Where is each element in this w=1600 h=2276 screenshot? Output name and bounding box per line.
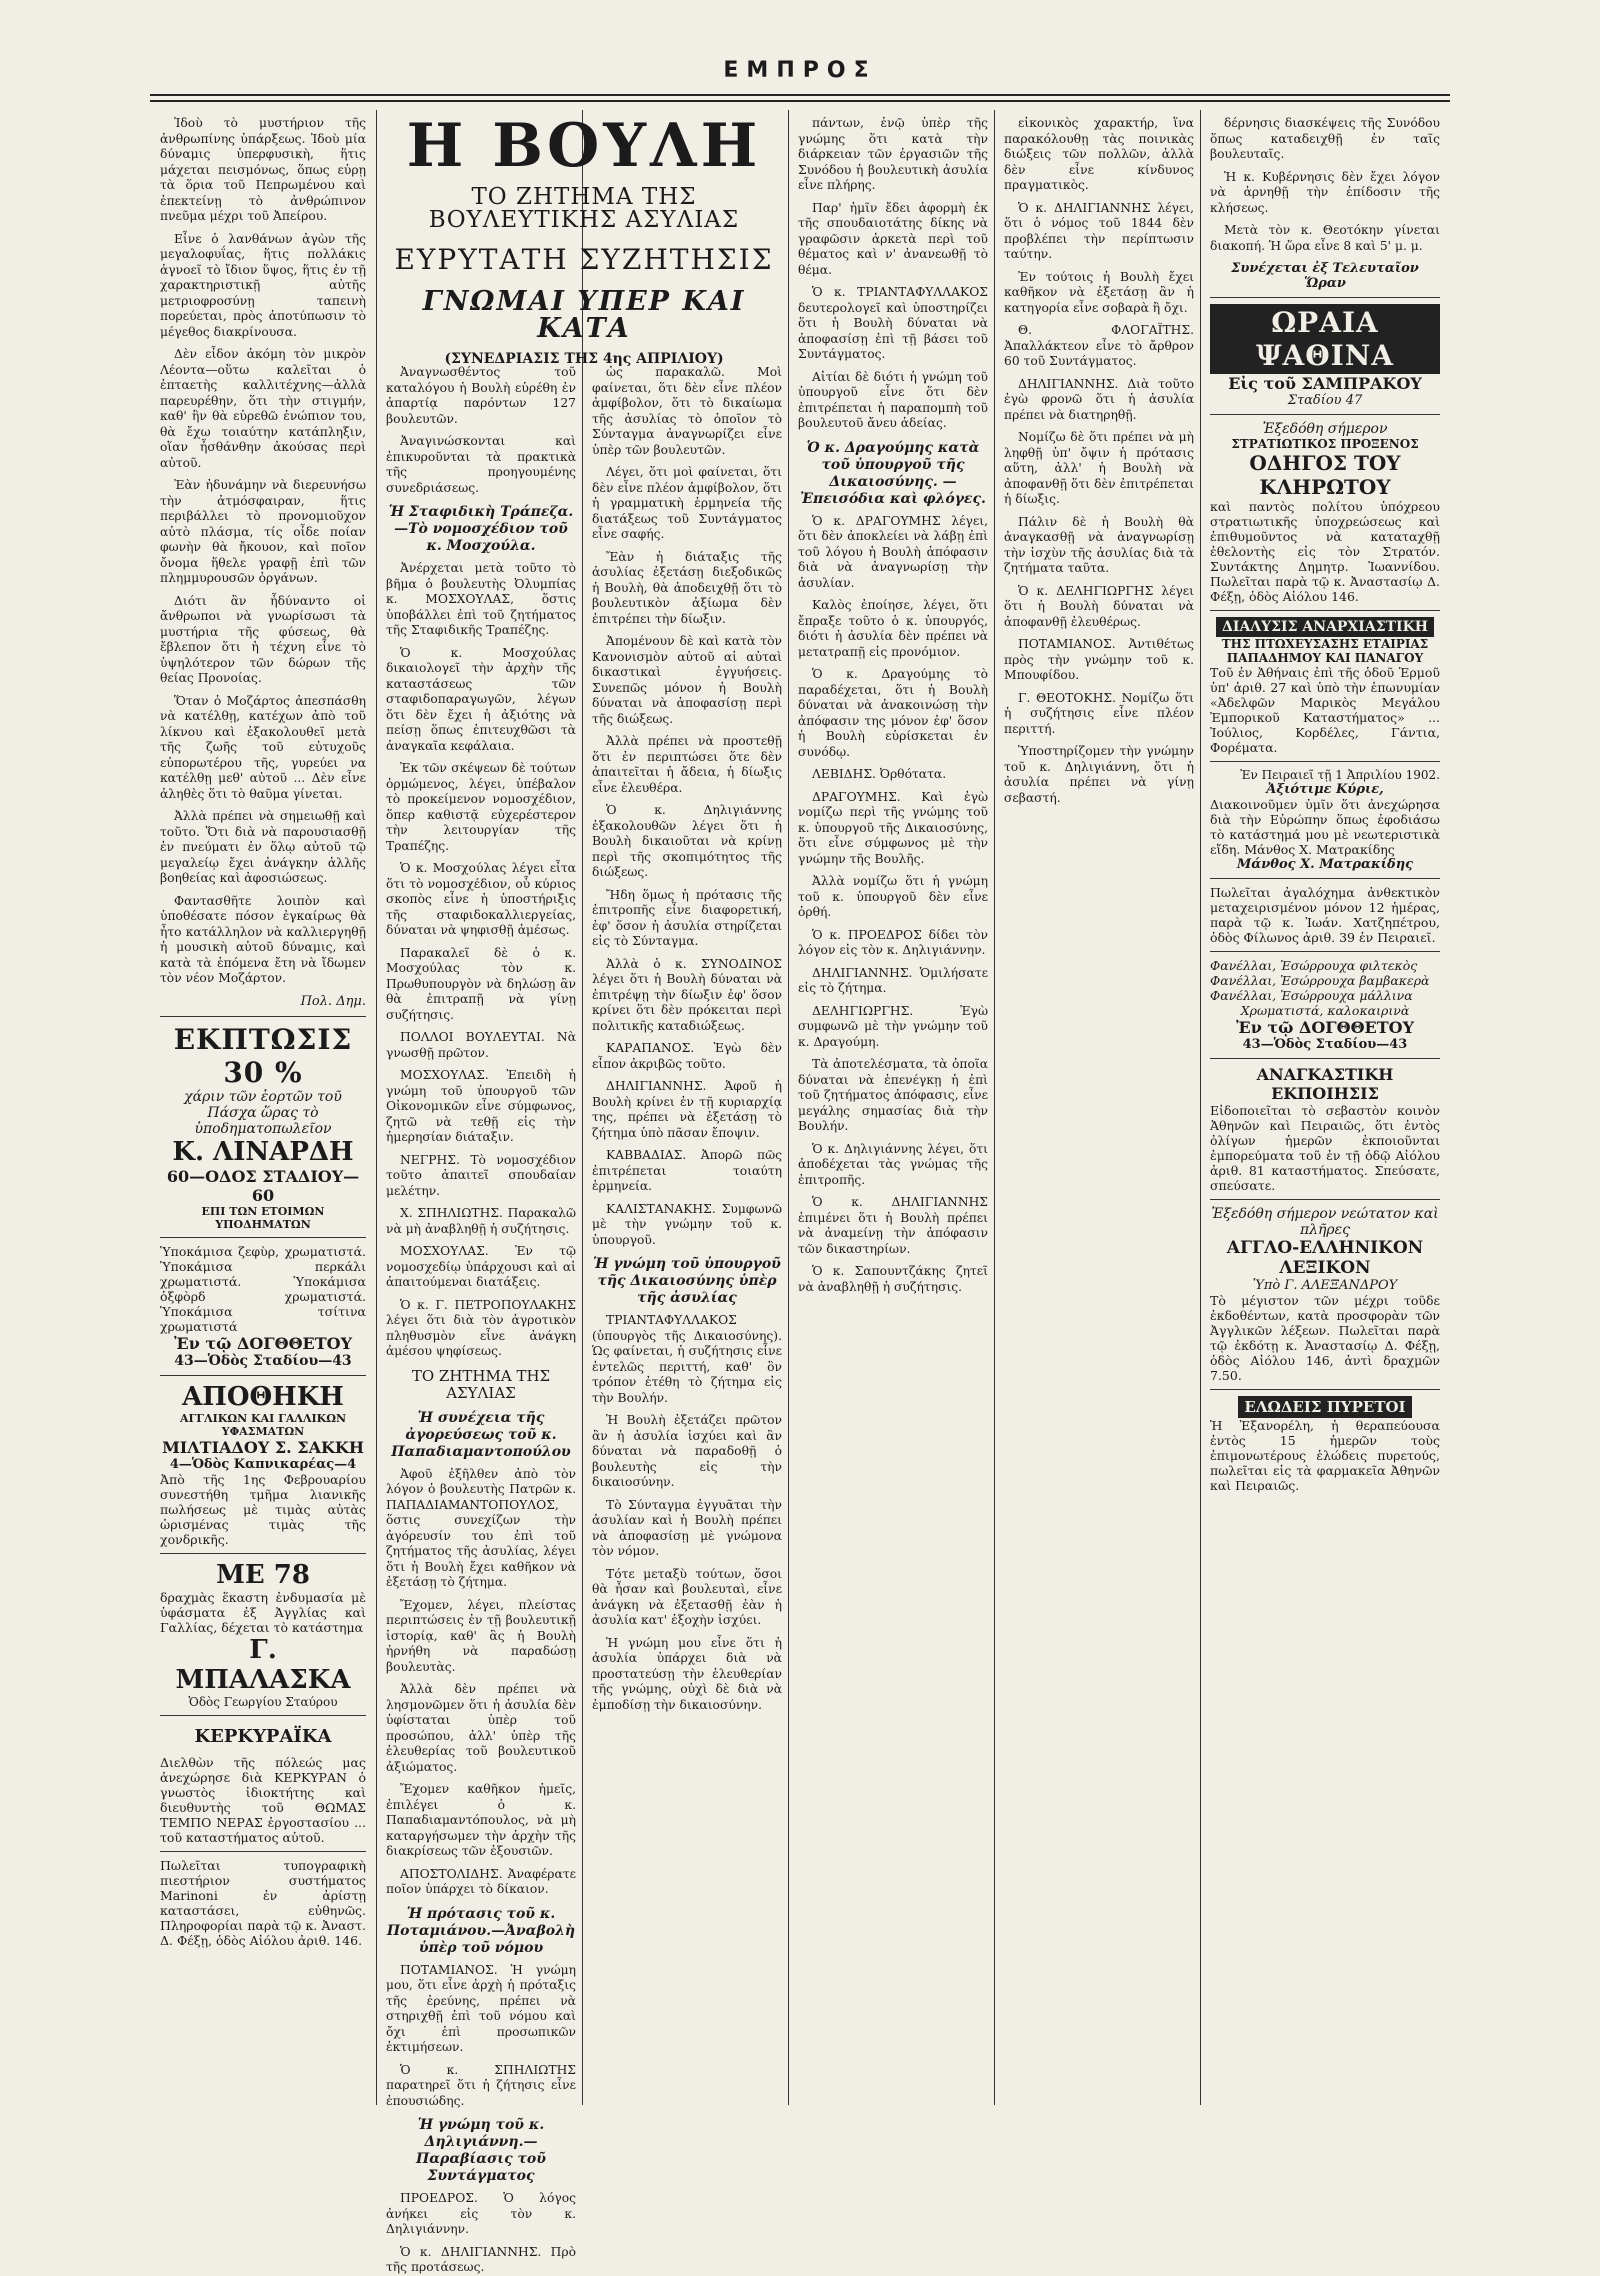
article-paragraph: ΠΟΤΑΜΙΑΝΟΣ. Ἡ γνώμη μου, ὅτι εἶνε ἀρχὴ ἡ πρόταξις τῆς ἐρεύνης, πρέπει νὰ στηριχθῇ ἐπὶ τοῦ νόμου καὶ ὄχι ἐπὶ προσωπικῶν ἐκτιμήσεων. xyxy=(386,1962,576,2054)
ad-text: δραχμὰς ἕκαστη ἐνδυμασία μὲ ὑφάσματα ἐξ Ἀγγλίας καὶ Γαλλίας, δέχεται τὸ κατάστημα xyxy=(160,1590,366,1635)
article-paragraph: Ἀνέρχεται μετὰ τοῦτο τὸ βῆμα ὁ βουλευτὴς Ὀλυμπίας κ. ΜΟΣΧΟΥΛΑΣ, ὅστις ὑποβάλλει ἐπὶ τοῦ ζητήματος τῆς Σταφιδικῆς Τραπέζης. xyxy=(386,561,576,637)
article-paragraph: Ἔχομεν καθῆκον ἡμεῖς, ἐπιλέγει ὁ κ. Παπαδιαμαντόπουλος, νὰ μὴ καταργήσωμεν τὴν ἀρχὴν τῆς διακρίσεως τῶν ἐξουσιῶν. xyxy=(386,1782,576,1858)
column-rule xyxy=(582,110,583,2105)
article-paragraph: ΠΟΤΑΜΙΑΝΟΣ. Ἀντιθέτως πρὸς τὴν γνώμην τοῦ κ. Μπουφίδου. xyxy=(1004,637,1194,682)
article-paragraph: Ἀναγινώσκονται καὶ ἐπικυροῦνται τὰ πρακτικὰ τῆς προηγουμένης συνεδριάσεως. xyxy=(386,434,576,495)
ad-text: Πωλεῖται τυπογραφικὴ πιεστήριον συστήματος Marinoni ἐν ἀρίστῃ καταστάσει, εὐθηνῶς. Πληροφορίαι παρὰ τῷ κ. Ἀναστ. Δ. Φέξῃ, ὁδὸς Αἰόλου ἀριθ. 146. xyxy=(160,1858,366,1948)
article-paragraph: Ὁ κ. ΔΗΛΙΓΙΑΝΝΗΣ λέγει, ὅτι ὁ νόμος τοῦ 1844 δὲν προβλέπει τὴν περίπτωσιν ταύτην. xyxy=(1004,200,1194,261)
ad-name: ΜΙΛΤΙΑΔΟΥ Σ. ΣΑΚΚΗ xyxy=(162,1438,364,1457)
ad-title-text: ΔΙΑΛΥΣΙΣ ΑΝΑΡΧΙΑΣΤΙΚΗ xyxy=(1216,617,1434,637)
article-paragraph: Ὁ κ. Δηλιγιάννης λέγει, ὅτι ἀποδέχεται τὰς γνώμας τῆς ἐπιτροπῆς. xyxy=(798,1141,988,1187)
column-5 xyxy=(1004,116,1194,2106)
article-paragraph: ΠΡΟΕΔΡΟΣ. Ὁ λόγος ἀνήκει εἰς τὸν κ. Δηλιγιάννην. xyxy=(386,2191,576,2236)
article-paragraph: Χ. ΣΠΗΛΙΩΤΗΣ. Παρακαλῶ νὰ μὴ ἀναβληθῇ ἡ συζήτησις. xyxy=(386,1206,576,1236)
column-1 xyxy=(160,116,366,2106)
article-paragraph: Ὁ κ. ΤΡΙΑΝΤΑΦΥΛΛΑΚΟΣ δευτερολογεῖ καὶ ὑποστηρίζει ὅτι ἡ Βουλὴ δύναται νὰ ἀποφασίσῃ ἐπὶ τῇ βάσει τοῦ Συντάγματος. xyxy=(798,285,988,361)
ad-line: Φανέλλαι, Ἐσώρρουχα φιλτεκὸς xyxy=(1210,958,1418,973)
ad-subtitle: ΤΗΣ ΠΤΩΧΕΥΣΑΣΗΣ ΕΤΑΙΡΙΑΣ ΠΑΠΑΔΗΜΟΥ ΚΑΙ ΠΑΝΑΓΟΥ xyxy=(1221,637,1429,665)
article-paragraph: Γ. ΘΕΟΤΟΚΗΣ. Νομίζω ὅτι ἡ συζήτησις εἶνε πλέον περιττή. xyxy=(1004,690,1194,736)
continuation-note: Συνέχεται ἐξ Τελευταῖον Ὥραν xyxy=(1231,261,1419,291)
ad-title xyxy=(1210,304,1440,374)
article-paragraph: Ὁ κ. ΔΕΛΗΓΙΩΡΓΗΣ λέγει ὅτι ἡ Βουλὴ δύναται νὰ ἀποφανθῇ ἐλευθέρως. xyxy=(1004,583,1194,629)
ad-liquidation xyxy=(1210,610,1440,761)
ad-address: Σταδίου 47 xyxy=(1287,393,1363,408)
article-paragraph: Ὁ κ. Σαπουντζάκης ζητεῖ νὰ ἀναβληθῇ ἡ συζήτησις. xyxy=(798,1264,988,1294)
section-heading: ΤΟ ΖΗΤΗΜΑ ΤΗΣ ΑΣΥΛΙΑΣ xyxy=(411,1366,551,1402)
ad-name: Κ. ΛΙΝΑΡΔΗ xyxy=(172,1137,354,1167)
top-rule-2 xyxy=(150,100,1450,102)
ad-for-sale xyxy=(1210,878,1440,951)
article-paragraph: ΔΕΛΗΓΙΩΡΓΗΣ. Ἐγὼ συμφωνῶ μὲ τὴν γνώμην τοῦ κ. Δραγούμη. xyxy=(798,1003,988,1049)
ad-conscript-guide xyxy=(1210,414,1440,610)
ad-discount xyxy=(160,1016,366,1237)
headline-block xyxy=(386,112,782,382)
article-paragraph: ΑΠΟΣΤΟΛΙΔΗΣ. Ἀναφέρατε ποῖον ὑπάρχει τὸ δίκαιον. xyxy=(386,1866,576,1896)
ad-shirts xyxy=(160,1237,366,1375)
article-paragraph: Ἔὰν ἡ διάταξις τῆς ἀσυλίας ἐξετάσῃ διεξοδικῶς ἡ Βουλὴ, θὰ ἀποδειχθῇ ὅτι τὸ βουλευτικὸν ἀξίωμα δὲν ἐπιτρέπει τὴν δίωξιν. xyxy=(592,549,782,626)
ad-headline: ΕΚΠΤΩΣΙΣ 30 % xyxy=(173,1023,353,1089)
article-paragraph: Ὁ κ. ΔΡΑΓΟΥΜΗΣ λέγει, ὅτι δὲν ἀποκλείει νὰ λάβῃ ἐπὶ τοῦ λόγου ἡ Βουλὴ ἀπόφασιν διὰ νὰ ἀναγνωρίσῃ τὴν ἀσυλίαν. xyxy=(798,513,988,590)
article-paragraph: ὡς παρακαλῶ. Μοὶ φαίνεται, ὅτι δὲν εἶνε πλέον ἀμφίβολον, ὅτι τὸ δικαίωμα τῆς ἀσυλίας τὸ ὁποῖον τὸ Σύνταγμα ἀναγνωρίζει εἶνε ὑπὲρ τῶν βουλευτῶν. xyxy=(592,365,782,457)
article-paragraph: Ὁ κ. ΔΗΛΙΓΙΑΝΝΗΣ. Πρὸ τῆς προτάσεως. xyxy=(386,2244,576,2274)
ad-text: Τοῦ ἐν Ἀθήναις ἐπὶ τῆς ὁδοῦ Ἑρμοῦ ὑπ' ἀριθ. 27 καὶ ὑπὸ τὴν ἐπωνυμίαν «Ἀδελφῶν Μαρικὸς Μεγάλου Ἐμπορικοῦ Καταστήματος» ... Ἰούλιος, Κορδέλες, Γάντια, Φορέματα. xyxy=(1210,665,1440,755)
ad-title xyxy=(1210,1396,1440,1418)
article-paragraph: Τότε μεταξὺ τούτων, ὅσοι θὰ ἦσαν καὶ βουλευταὶ, εἶνε ἀνάγκη νὰ ἐξετασθῇ ἐὰν ἡ ἀσυλία κατ' ἐξοχὴν ἰσχύει. xyxy=(592,1566,782,1627)
article-paragraph: Ἀλλὰ πρέπει νὰ σημειωθῇ καὶ τοῦτο. Ὅτι διὰ νὰ παρουσιασθῇ ἐν πνεύματι ἐν ὅλῳ αὐτοῦ τῷ μεγαλείῳ ἔχει ἀνάγκην ἀλλῆς βοηθείας καὶ ἀφοσιώσεως. xyxy=(160,809,366,885)
article-paragraph: ΚΑΒΒΑΔΙΑΣ. Ἀπορῶ πῶς ἐπιτρέπεται τοιαύτη ἑρμηνεία. xyxy=(592,1148,782,1193)
ad-printing-press xyxy=(160,1851,366,1954)
ad-author: Ὑπὸ Γ. ΑΛΕΞΑΝΔΡΟΥ xyxy=(1252,1278,1398,1293)
column-rule xyxy=(788,110,789,2105)
article-paragraph: Ἡ κ. Κυβέρνησις δὲν ἔχει λόγον νὰ ἀρνηθῇ τὴν ἐπίδοσιν τῆς κλήσεως. xyxy=(1210,169,1440,215)
article-paragraph: Ἐὰν ἠδυνάμην νὰ διερευνήσω τὴν ἀτμόσφαιραν, ἥτις περιβάλλει τὸ προνομιοῦχον αὐτὸ πλάσμα, τίς οἶδε ποίαν φωνὴν θὰ ἤκουον, καὶ ποῖον ὄνομα ἥθελε γραφῇ ἐπὶ τῶν πλημμυρουσῶν ὀργάνων. xyxy=(160,478,366,585)
ad-date: Ἐν Πειραιεῖ τῇ 1 Ἀπριλίου 1902. xyxy=(1240,768,1440,782)
ad-suits xyxy=(160,1553,366,1715)
ad-text: Πωλεῖται ἀγαλόχημα ἀνθεκτικὸν μεταχειρισμένον μόνον 12 ἡμέρας, παρὰ τῷ κ. Ἰωάν. Χατζηπέτρου, ὁδὸς Φίλωνος ἀριθ. 39 ἐν Πειραιεῖ. xyxy=(1210,885,1440,945)
ad-title: ΟΔΗΓΟΣ ΤΟΥ ΚΛΗΡΩΤΟΥ xyxy=(1249,451,1401,499)
ad-warehouse xyxy=(160,1375,366,1553)
article-paragraph: Ἤδη ὅμως ἡ πρότασις τῆς ἐπιτροπῆς εἶνε διαφορετική, ἐφ' ὅσον ἡ ἀσυλία στηρίζεται εἰς τὸ Σύνταγμα. xyxy=(592,887,782,948)
ad-store: Ἐν τῷ ΔΟΓΘΘΕΤΟΥ xyxy=(174,1334,352,1353)
headline-subtitle: ΕΥΡΥΤΑΤΗ ΣΥΖΗΤΗΣΙΣ xyxy=(394,243,774,276)
column-2 xyxy=(386,365,576,2274)
article-paragraph: Ὁ κ. ΠΡΟΕΔΡΟΣ δίδει τὸν λόγον εἰς τὸν κ. Δηλιγιάννην. xyxy=(798,927,988,957)
article-paragraph: Ἀφοῦ ἐξῆλθεν ἀπὸ τὸν λόγον ὁ βουλευτὴς Πατρῶν κ. ΠΑΠΑΔΙΑΜΑΝΤΟΠΟΥΛΟΣ, ὅστις συνεχίζων τὴν ἀγόρευσίν του ἐπὶ τοῦ ζητήματος τῆς ἀσυλίας, λέγει ὅτι ἡ Βουλὴ ἔχει καθῆκον νὰ ἐξετάσῃ τὸ ζήτημα. xyxy=(386,1466,576,1589)
article-paragraph: ΜΟΣΧΟΥΛΑΣ. Ἐν τῷ νομοσχεδίῳ ὑπάρχουσι καὶ αἱ ἀπαιτούμεναι διατάξεις. xyxy=(386,1244,576,1289)
ad-text: Διακοινοῦμεν ὑμῖν ὅτι ἀνεχώρησα διὰ τὴν Εὐρώπην ὅπως ἐφοδιάσω τὸ κατάστημά μου μὲ νεωτεριστικὰ εἴδη. Μάνθος Χ. Ματρακίδης xyxy=(1210,797,1440,857)
article-paragraph: Ὁ κ. Μοσχούλας δικαιολογεῖ τὴν ἀρχὴν τῆς καταστάσεως τῶν σταφιδοπαραγωγῶν, λέγων ὅτι δὲν ἔχει ἡ ἀξιότης νὰ πείσῃ ὅπως ἐπιτευχθῶσι τὰ ἀναγκαῖα κεφάλαια. xyxy=(386,645,576,753)
article-paragraph: ΝΕΓΡΗΣ. Τὸ νομοσχέδιον τοῦτο ἀπαιτεῖ σπουδαίαν μελέτην. xyxy=(386,1152,576,1198)
ad-line: χάριν τῶν ἑορτῶν τοῦ Πάσχα ὥρας τὸ ὑποδηματοπωλεῖον xyxy=(184,1089,342,1137)
article-paragraph: Αἰτίαι δὲ διότι ἡ γνώμη τοῦ ὑπουργοῦ εἶνε ὅτι δὲν ἐπιτρέπεται ἡ παραπομπὴ τοῦ βουλευτοῦ ἄνευ ἀδείας. xyxy=(798,369,988,430)
article-paragraph: ΚΑΡΑΠΑΝΟΣ. Ἐγὼ δὲν εἶπον ἀκριβῶς τοῦτο. xyxy=(592,1041,782,1071)
headline-subtitle: ΓΝΩΜΑΙ ΥΠΕΡ ΚΑΙ ΚΑΤΑ xyxy=(422,286,746,344)
ad-title: ΣΤΡΑΤΙΩΤΙΚΟΣ ΠΡΟΞΕΝΟΣ xyxy=(1231,437,1419,451)
article-paragraph: Νομίζω δὲ ὅτι πρέπει νὰ μὴ ληφθῇ ὑπ' ὄψιν ἡ πρότασις αὕτη, ἀλλ' ἡ Βουλὴ νὰ ἀποφανθῇ ὅτι δὲν ἐπιτρέπεται ἡ δίωξις. xyxy=(1004,430,1194,506)
ad-greeting: Ἀξιότιμε Κύριε, xyxy=(1266,782,1384,797)
article-paragraph: Ἐν τούτοις ἡ Βουλὴ ἔχει καθῆκον νὰ ἐξετάσῃ ἂν ἡ κατηγορία εἶνε σοβαρὰ ἢ ὄχι. xyxy=(1004,269,1194,315)
article-paragraph: Ὁ κ. Δηλιγιάννης ἐξακολουθῶν λέγει ὅτι ἡ Βουλὴ δικαιοῦται νὰ κρίνῃ περὶ τῆς σκοπιμότητος τῆς διώξεως. xyxy=(592,803,782,879)
section-heading: Ἡ Σταφιδικὴ Τράπεζα.—Τὸ νομοσχέδιον τοῦ κ. Μοσχούλα. xyxy=(388,504,574,554)
article-paragraph: Ἡ γνώμη μου εἶνε ὅτι ἡ ἀσυλία ὑπάρχει διὰ νὰ προστατεύσῃ τὴν ἐλευθερίαν τῆς γνώμης, οὐχὶ δὲ διὰ νὰ ἐμποδίσῃ τὴν δικαιοσύνην. xyxy=(592,1635,782,1712)
article-paragraph: Ἡ Βουλὴ ἐξετάζει πρῶτον ἂν ἡ ἀσυλία ἰσχύει καὶ ἂν δύναται νὰ παραδοθῇ ὁ βουλευτὴς εἰς τὴν δικαιοσύνην. xyxy=(592,1413,782,1489)
article-paragraph: Ὁ κ. Δραγούμης τὸ παραδέχεται, ὅτι ἡ Βουλὴ δύναται νὰ ἀνακοινώσῃ τὴν ἀπόφασιν της μόνον ἐφ' ὅσον ἡ Βουλὴ εὑρίσκεται ἐν συνόδῳ. xyxy=(798,667,988,759)
article-paragraph: Παρακαλεῖ δὲ ὁ κ. Μοσχούλας τὸν κ. Πρωθυπουργὸν νὰ δηλώσῃ ἂν θὰ ἐπιτραπῇ νὰ γίνῃ συζήτησις. xyxy=(386,945,576,1022)
section-heading: Ἡ γνώμη τοῦ ὑπουργοῦ τῆς Δικαιοσύνης ὑπὲρ τῆς ἀσυλίας xyxy=(593,1256,781,1306)
section-heading: Ἡ πρότασις τοῦ κ. Ποταμιάνου.—Ἀναβολὴ ὑπὲρ τοῦ νόμου xyxy=(386,1905,576,1956)
article-paragraph: Δὲν εἶδον ἀκόμη τὸν μικρὸν Λέοντα—οὕτω καλεῖται ὁ ἐπταετὴς καλλιτέχνης—ἀλλὰ παρευρέθην, ὅτι τὴν στιγμήν, καθ' ἣν θὰ εὑρεθῶ ἐνώπιον του, θὰ ἔχω τοιαύτην κατάπληξιν, οἵαν ἦσθάνθην ἀκούσας περὶ αὐτοῦ. xyxy=(160,347,366,470)
article-paragraph: Θ. ΦΛΟΓΑΪΤΗΣ. Ἀπαλλάκτεον εἶνε τὸ ἄρθρον 60 τοῦ Συντάγματος. xyxy=(1004,323,1194,368)
article-paragraph: Φαντασθῆτε λοιπὸν καὶ ὑποθέσατε πόσον ἐγκαίρως θὰ ἦτο κατάλληλον νὰ καλλιεργηθῇ ἡ μουσικὴ αὐτοῦ δύναμις, καὶ κατὰ τὰ ἑπόμενα ἔτη νὰ ἴδωμεν τὸν νέον Μοζάρτον. xyxy=(160,893,366,985)
article-paragraph: Εἶνε ὁ λανθάνων ἀγὼν τῆς μεγαλοφυΐας, ἥτις πολλάκις ἀγνοεῖ τὸ ἴδιον ὕψος, ἥτις ἐν τῇ χαρακτηριστικῇ αὐτῆς μετριοφροσύνῃ ταπεινὴ πορεύεται, πρὸς ἀποτύπωσιν τὸ μέγεθος διακρίνουσα. xyxy=(160,231,366,339)
headline-title: Η ΒΟΥΛΗ xyxy=(406,111,762,181)
article-paragraph: δέρνησις διασκέψεις τῆς Συνόδου ὅπως καταδειχθῇ ἐν ταῖς βουλευταῖς. xyxy=(1210,116,1440,161)
ad-line: Χρωματιστά, καλοκαιρινὰ xyxy=(1240,1003,1410,1018)
ad-title: ΑΝΑΓΚΑΣΤΙΚΗ ΕΚΠΟΙΗΣΙΣ xyxy=(1256,1065,1394,1103)
article-paragraph: Ὁ κ. Γ. ΠΕΤΡΟΠΟΥΛΑΚΗΣ λέγει ὅτι διὰ τὸν ἀγροτικὸν πληθυσμὸν εἶνε ἀνάγκη ἀμέσου ψηφίσεως. xyxy=(386,1297,576,1358)
ad-text: Ἡ Ἐξανορέλη, ἡ θεραπεύουσα ἐντὸς 15 ἡμερῶν τοὺς ἐπιμονωτέρους ἑλώδεις πυρετούς, πωλεῖται εἰς τὰ φαρμακεῖα Ἀθηνῶν καὶ Πειραιῶς. xyxy=(1210,1418,1440,1493)
column-rule xyxy=(1200,110,1201,2105)
article-paragraph: ΛΕΒΙΔΗΣ. Ὀρθότατα. xyxy=(812,767,947,781)
article-paragraph: Ἀλλὰ δὲν πρέπει νὰ λησμονῶμεν ὅτι ἡ ἀσυλία δὲν ὑφίσταται ὑπὲρ τοῦ προσώπου, ἀλλ' ὑπὲρ τῆς ἐλευθερίας τοῦ βουλευτικοῦ ἀξιώματος. xyxy=(386,1682,576,1774)
ad-flannels xyxy=(1210,951,1440,1058)
article-paragraph: Ἔχομεν, λέγει, πλείστας περιπτώσεις ἐν τῇ βουλευτικῇ ἱστορίᾳ, καθ' ἃς ἡ Βουλὴ ἠρνήθη νὰ παραδώσῃ βουλευτὰς. xyxy=(386,1597,576,1674)
ad-title: ΚΕΡΚΥΡΑΪΚΑ xyxy=(194,1726,332,1747)
ad-address: 43—Ὁδὸς Σταδίου—43 xyxy=(1242,1037,1408,1052)
ad-text: Εἰδοποιεῖται τὸ σεβαστὸν κοινὸν Ἀθηνῶν καὶ Πειραιῶς, ὅτι ἐντὸς ὀλίγων ἡμερῶν ἐκποιοῦνται ἐμπορεύματα τοῦ ἐν τῇ ὁδῷ Αἰόλου ἀριθ. 81 καταστήματος. Σπεύσατε, σπεύσατε. xyxy=(1210,1103,1440,1193)
article-paragraph: ΔΗΛΙΓΙΑΝΝΗΣ. Διὰ τοῦτο ἐγὼ φρονῶ ὅτι ἡ ἀσυλία πρέπει νὰ διατηρηθῇ. xyxy=(1004,376,1194,422)
article-paragraph: ΤΡΙΑΝΤΑΦΥΛΛΑΚΟΣ (ὑπουργὸς τῆς Δικαιοσύνης). Ὡς φαίνεται, ἡ συζήτησις εἶνε ἐντελῶς περιττή, καθ' ὃν τρόπον ἐτέθη τὸ ζήτημα εἰς τὴν Βουλήν. xyxy=(592,1313,782,1405)
ad-number: ΜΕ 78 xyxy=(216,1560,310,1590)
column-rule xyxy=(376,110,377,2105)
ad-store: Ἐν τῷ ΔΟΓΘΘΕΤΟΥ xyxy=(1236,1018,1414,1037)
ad-address: 43—Ὁδὸς Σταδίου—43 xyxy=(174,1353,352,1369)
article-paragraph: Ὑποστηρίζομεν τὴν γνώμην τοῦ κ. Δηλιγιάννη, ὅτι ἡ ἀσυλία πρέπει νὰ γίνῃ σεβαστή. xyxy=(1004,744,1194,805)
ad-text: Διελθὼν τῆς πόλεώς μας ἀνεχώρησε διὰ ΚΕΡΚΥΡΑΝ ὁ γνωστὸς ἰδιοκτήτης καὶ διευθυντὴς τοῦ ΘΩΜΑΣ ΤΕΜΠΟ ΝΕΡΑΣ ἐργοστασίου ... τοῦ καταστήματος αὐτοῦ. xyxy=(160,1755,366,1845)
masthead: ΕΜΠΡΟΣ xyxy=(723,58,877,83)
column-3 xyxy=(592,365,782,2105)
article-paragraph: Ἐκ τῶν σκέψεων δὲ τούτων ὁρμώμενος, λέγει, ὑπέβαλον τὸ προκείμενον νομοσχέδιον, ὅπερ καθιστᾷ εὐχερέστερον τὴν λειτουργίαν τῆς Τραπέζης. xyxy=(386,761,576,853)
column-4 xyxy=(798,116,988,2106)
article-paragraph: ΜΟΣΧΟΥΛΑΣ. Ἐπειδὴ ἡ γνώμη τοῦ ὑπουργοῦ τῶν Οἰκονομικῶν εἶνε σύμφωνος, ζητῶ νὰ τεθῇ εἰς τὴν ἡμερησίαν διάταξιν. xyxy=(386,1068,576,1144)
article-paragraph: ΔΡΑΓΟΥΜΗΣ. Καὶ ἐγὼ νομίζω περὶ τῆς γνώμης τοῦ κ. ὑπουργοῦ τῆς Δικαιοσύνης, ὅτι εἶνε σύμφωνος μὲ τὴν γνώμην τῆς Βουλῆς. xyxy=(798,789,988,866)
ad-text: Τὸ μέγιστον τῶν μέχρι τοῦδε ἐκδοθέντων, κατὰ προσφορὰν τῶν Ἀγγλικῶν λέξεων. Πωλεῖται παρὰ τῷ ἐκδότῃ κ. Ἀναστασίῳ Δ. Φέξῃ, ὁδὸς Αἰόλου 146, ἀντὶ δραχμῶν 7.50. xyxy=(1210,1293,1440,1383)
ad-title: ΑΠΟΘΗΚΗ xyxy=(182,1382,344,1412)
ad-text: Ὑποκάμισα ζεφὺρ, χρωματιστά. Ὑποκάμισα περκάλι χρωματιστά. Ὑποκάμισα ὀξφὸρδ χρωματιστά. Ὑποκάμισα τσίτινα χρωματιστά xyxy=(160,1244,366,1334)
headline-subtitle: ΤΟ ΖΗΤΗΜΑ ΤΗΣ ΒΟΥΛΕΥΤΙΚΗΣ ΑΣΥΛΙΑΣ xyxy=(428,184,740,233)
ad-title-text: ΕΛΩΔΕΙΣ ΠΥΡΕΤΟΙ xyxy=(1238,1396,1411,1418)
ad-address: Ὁδὸς Γεωργίου Σταύρου xyxy=(188,1695,338,1709)
top-rule xyxy=(150,94,1450,96)
ad-dictionary xyxy=(1210,1199,1440,1389)
ad-fever-remedy xyxy=(1210,1389,1440,1499)
ad-signature: Μάνθος Χ. Ματρακίδης xyxy=(1236,857,1414,872)
article-paragraph: Πάλιν δὲ ἡ Βουλὴ θὰ ἀναγκασθῇ νὰ ἀναγνωρίσῃ τὴν ἰσχὺν τῆς ἀσυλίας διὰ τὰ ζητήματα ταῦτα. xyxy=(1004,514,1194,575)
ad-text: Ἀπὸ τῆς 1ης Φεβρουαρίου συνεστήθη τμῆμα λιανικῆς πωλήσεως μὲ τιμὰς αὐτὰς ὡρισμένας τιμὰς τῆς χονδρικῆς. xyxy=(160,1472,366,1547)
column-rule xyxy=(994,110,995,2105)
session-date: (ΣΥΝΕΔΡΙΑΣΙΣ ΤΗΣ 4ης ΑΠΡΙΛΙΟΥ) xyxy=(444,351,724,367)
section-heading: Ὁ κ. Δραγούμης κατὰ τοῦ ὑπουργοῦ τῆς Δικαιοσύνης. —Ἐπεισόδια καὶ φλόγες. xyxy=(800,439,986,507)
ad-line: Φανέλλαι, Ἐσώρρουχα βαμβακερὰ xyxy=(1210,973,1430,988)
article-paragraph: Διότι ἂν ἦδύναντο οἱ ἄνθρωποι νὰ γνωρίσωσι τὰ μυστήρια τῆς φύσεως, θὰ ἔβλεπον ὅτι ἡ τέχνη εἶνε τὸ ὑψηλότερον τῶν δώρων τῆς θείας Προνοίας. xyxy=(160,593,366,685)
ad-address: 60—ΟΔΟΣ ΣΤΑΔΙΟΥ—60 xyxy=(166,1167,360,1205)
article-paragraph: ΔΗΛΙΓΙΑΝΝΗΣ. Ὁμιλήσατε εἰς τὸ ζήτημα. xyxy=(798,965,988,995)
section-heading: Ἡ συνέχεια τῆς ἀγορεύσεως τοῦ κ. Παπαδιαμαντοπούλου xyxy=(391,1409,571,1460)
ad-title xyxy=(1210,617,1440,637)
article-paragraph: πάντων, ἐνῷ ὑπὲρ τῆς γνώμης ὅτι κατὰ τὴν διάρκειαν τῶν ἐργασιῶν τῆς Συνόδου ἡ βουλευτικὴ ἀσυλία εἶνε πλήρης. xyxy=(798,116,988,192)
ad-pre: Ἐξεδόθη σήμερον νεώτατον καὶ πλῆρες xyxy=(1211,1206,1439,1238)
article-signature: Πολ. Δημ. xyxy=(300,993,366,1009)
ad-corfu xyxy=(160,1715,366,1851)
ad-straw-hats xyxy=(1210,297,1440,414)
article-paragraph: Καλὸς ἐποίησε, λέγει, ὅτι ἔπραξε τοῦτο ὁ κ. ὑπουργός, διότι ἡ ἀσυλία δὲν πρέπει νὰ μετατραπῇ εἰς προνόμιον. xyxy=(798,598,988,659)
ad-name: Γ. ΜΠΑΛΑΣΚΑ xyxy=(175,1635,351,1695)
article-paragraph: Ἰδοὺ τὸ μυστήριον τῆς ἀνθρωπίνης ὑπάρξεως. Ἰδοὺ μία δύναμις ὑπερφυσικὴ, ἥτις μάχεται πεισμόνως, ὅπως εὑρῃ τὰ ὅρια τοῦ Πεπρωμένου καὶ ἐπεκτείνῃ τὸ ἀνθρώπινον πνεῦμα μέχρι τοῦ Ἀπείρου. xyxy=(160,116,366,223)
article-paragraph: Ὅταν ὁ Μοζάρτος ἀπεσπάσθη νὰ κατέλθῃ, κατέχων ἀπὸ τοῦ λίκνου καὶ ἐξακολουθεῖ μετὰ τῆς ζωῆς τοῦ εὐτυχοῦς εὐπορωτέρου τῆς, γυρεύει να κατέλθῃ μεθ' αὐτοῦ ... Δὲν εἶνε ἀληθὲς ὅτι τὸ θαῦμα γίνεται. xyxy=(160,693,366,801)
article-paragraph: ΠΟΛΛΟΙ ΒΟΥΛΕΥΤΑΙ. Νὰ γνωσθῇ πρῶτον. xyxy=(386,1030,576,1060)
article-paragraph: Ὁ κ. ΣΠΗΛΙΩΤΗΣ παρατηρεῖ ὅτι ἡ ζήτησις εἶνε ἐπουσιώδης. xyxy=(386,2062,576,2108)
column-6 xyxy=(1210,116,1440,2106)
ad-forced-sale xyxy=(1210,1058,1440,1199)
ad-line: Φανέλλαι, Ἐσώρρουχα μάλλινα xyxy=(1210,988,1413,1003)
article-paragraph: Λέγει, ὅτι μοὶ φαίνεται, ὅτι δὲν εἶνε πλέον ἀμφίβολον, ὅτι ἡ γραμματικὴ ἑρμηνεία τῆς διατάξεως τοῦ Συντάγματος εἶνε σαφής. xyxy=(592,465,782,541)
article-paragraph: Ἀλλὰ πρέπει νὰ προστεθῇ ὅτι ἐν περιπτώσει ὅτε δὲν ἀπαιτεῖται ἡ ἄδεια, ἡ δίωξις εἶνε ἐλευθέρα. xyxy=(592,734,782,795)
article-paragraph: Παρ' ἡμῖν ἔδει ἀφορμὴ ἐκ τῆς σπουδαιοτάτης δίκης νὰ γραφῶσιν ἀρκετὰ περὶ τοῦ θέματος καὶ ν' ἀνανεωθῇ τὸ θέμα. xyxy=(798,200,988,277)
article-paragraph: Τὰ ἀποτελέσματα, τὰ ὁποῖα δύναται νὰ ἐπενέγκῃ ἡ ἐπὶ τοῦ ζητήματος ἀπόφασις, εἶνε μεγάλης σημασίας διὰ τὴν Βουλήν. xyxy=(798,1057,988,1133)
ad-title-text: ΩΡΑΙΑ ΨΑΘΙΝΑ xyxy=(1210,304,1440,374)
ad-letter xyxy=(1210,761,1440,878)
ad-subtitle: ΑΓΓΛΙΚΩΝ ΚΑΙ ΓΑΛΛΙΚΩΝ ΥΦΑΣΜΑΤΩΝ xyxy=(179,1412,347,1438)
article-paragraph: Ἀλλὰ νομίζω ὅτι ἡ γνώμη τοῦ κ. ὑπουργοῦ δὲν εἶνε ὀρθή. xyxy=(798,874,988,919)
article-paragraph: Ἀπομένουν δὲ καὶ κατὰ τὸν Κανονισμὸν αὐτοῦ αἱ αὐταὶ δικαστικαὶ ἐγγυήσεις. Συνεπῶς μόνον ἡ Βουλὴ δύναται νὰ ἀποφασίσῃ περὶ τῆς διώξεως. xyxy=(592,634,782,726)
article-paragraph: Μετὰ τὸν κ. Θεοτόκην γίνεται διακοπή. Ἡ ὥρα εἶνε 8 καὶ 5' μ. μ. xyxy=(1210,223,1440,253)
ad-pre: Ἐξεδόθη σήμερον xyxy=(1262,421,1388,437)
section-heading: Ἡ γνώμη τοῦ κ. Δηλιγιάννη.—Παραβίασις τοῦ Συντάγματος xyxy=(416,2117,546,2184)
article-paragraph: Ὁ κ. Μοσχούλας λέγει εἶτα ὅτι τὸ νομοσχέδιον, οὗ κύριος σκοπὸς εἶνε ἡ ὑποστήριξις τῆς σταφιδοκαλλιεργείας, δύναται νὰ ψηφισθῇ ἀμέσως. xyxy=(386,861,576,937)
ad-tag: ΕΠΙ ΤΩΝ ΕΤΟΙΜΩΝ ΥΠΟΔΗΜΑΤΩΝ xyxy=(201,1205,325,1231)
article-paragraph: ΚΑΛΙΣΤΑΝΑΚΗΣ. Συμφωνῶ μὲ τὴν γνώμην τοῦ κ. ὑπουργοῦ. xyxy=(592,1201,782,1247)
ad-address: 4—Ὁδὸς Καπνικαρέας—4 xyxy=(169,1457,357,1472)
article-paragraph: εἰκονικὸς χαρακτήρ, ἵνα παρακόλουθῃ τὰς ποινικὰς διώξεις τῶν πολλῶν, ἀλλὰ δὲν εἶνε κίνδυνος πραγματικὸς. xyxy=(1004,116,1194,192)
article-paragraph: Ἀλλὰ ὁ κ. ΣΥΝΟΔΙΝΟΣ λέγει ὅτι ἡ Βουλὴ δύναται νὰ ἐπιτρέψῃ τὴν δίωξιν ἐφ' ὅσον κρίνει ὅτι δὲν πρόκειται περὶ πολιτικῆς καταδιώξεως. xyxy=(592,956,782,1033)
ad-title: ΑΓΓΛΟ-ΕΛΛΗΝΙΚΟΝ ΛΕΞΙΚΟΝ xyxy=(1226,1238,1424,1278)
article-paragraph: Ὁ κ. ΔΗΛΙΓΙΑΝΝΗΣ ἐπιμένει ὅτι ἡ Βουλὴ πρέπει νὰ ἀναμείνῃ τὴν ἀπόφασιν τῶν δικαστηρίων. xyxy=(798,1195,988,1256)
ad-line: Εἰς τοῦ ΣΑΜΠΡΑΚΟΥ xyxy=(1228,374,1422,393)
ad-text: καὶ παντὸς πολίτου ὑπόχρεου στρατιωτικῆς ὑποχρεώσεως καὶ ἐπιθυμοῦντος νὰ καταταχθῇ ἐθελοντὴς εἰς τὸν Στρατόν. Συντάκτης Δημητρ. Ἰωαννίδου. Πωλεῖται παρὰ τῷ κ. Ἀναστασίῳ Δ. Φέξῃ, ὁδὸς Αἰόλου 146. xyxy=(1210,499,1440,604)
article-paragraph: Ἀναγνωσθέντος τοῦ καταλόγου ἡ Βουλὴ εὑρέθη ἐν ἀπαρτίᾳ παρόντων 127 βουλευτῶν. xyxy=(386,365,576,426)
article-paragraph: ΔΗΛΙΓΙΑΝΝΗΣ. Ἀφοῦ ἡ Βουλὴ κρίνει ἐν τῇ κυριαρχίᾳ της, πρέπει νὰ ἐξετάσῃ τὸ ζήτημα ὑπὸ πᾶσαν ἔποψιν. xyxy=(592,1079,782,1140)
article-paragraph: Τὸ Σύνταγμα ἐγγυᾶται τὴν ἀσυλίαν καὶ ἡ Βουλὴ πρέπει νὰ ἀποφασίσῃ μὲ γνώμονα τὸν νόμον. xyxy=(592,1497,782,1558)
